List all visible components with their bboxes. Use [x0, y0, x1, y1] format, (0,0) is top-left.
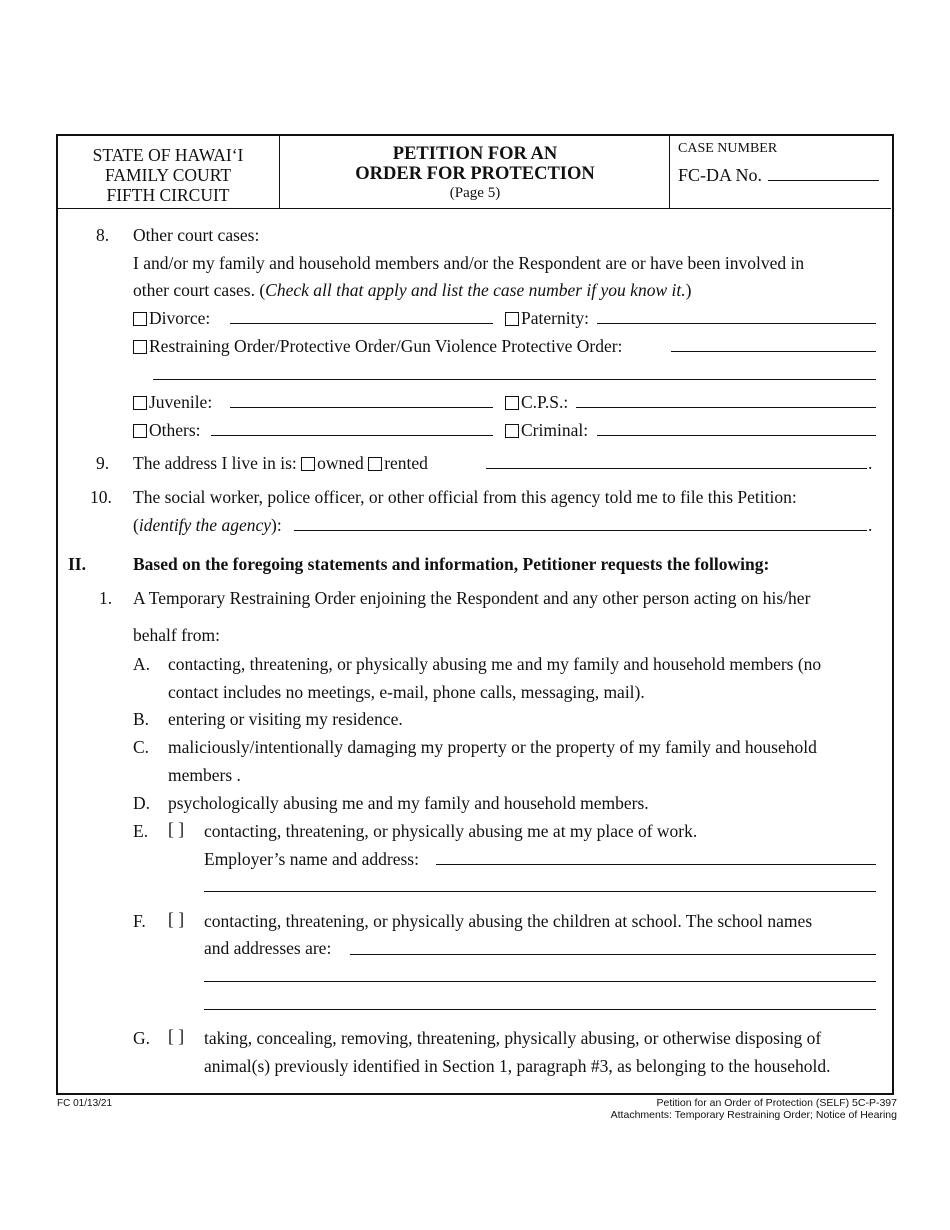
employer-label: Employer’s name and address: — [204, 849, 419, 869]
case-number-label: CASE NUMBER — [678, 141, 778, 156]
restraining-case-field-2[interactable] — [153, 379, 876, 380]
others-case-field[interactable] — [211, 435, 493, 436]
item-B-letter: B. — [133, 709, 150, 729]
agency-field[interactable] — [294, 530, 867, 531]
restraining-case-field[interactable] — [671, 351, 876, 352]
request-1-text-line-2: behalf from: — [133, 625, 220, 645]
item-8-number: 8. — [96, 225, 110, 245]
item-E-letter: E. — [133, 821, 149, 841]
section-2-number: II. — [68, 554, 86, 574]
title-line-1: PETITION FOR AN — [392, 144, 558, 164]
header-col-divider-2 — [669, 135, 670, 209]
criminal-checkbox[interactable] — [505, 424, 519, 438]
juvenile-case-field[interactable] — [230, 407, 493, 408]
cps-option: C.P.S.: — [505, 392, 568, 412]
item-8-title: Other court cases: — [133, 225, 260, 245]
footer-form-title: Petition for an Order of Protection (SELF) 5C-P-397 — [656, 1097, 897, 1109]
item-D-text: psychologically abusing me and my family and household members. — [168, 793, 649, 813]
restraining-checkbox[interactable] — [133, 340, 147, 354]
employer-field-2[interactable] — [204, 891, 876, 892]
paternity-checkbox[interactable] — [505, 312, 519, 326]
item-9-number: 9. — [96, 453, 110, 473]
item-8-text-line-1: I and/or my family and household members and/or the Respondent are or have been involved in — [133, 253, 805, 273]
criminal-option: Criminal: — [505, 420, 588, 440]
item-F-text-2: and addresses are: — [204, 938, 332, 958]
item-G-bracket[interactable]: [ ] — [168, 1026, 185, 1046]
case-number-prefix: FC-DA No. — [678, 165, 763, 185]
item-A-text-2: contact includes no meetings, e-mail, phone calls, messaging, mail). — [168, 682, 645, 702]
school-field-3[interactable] — [204, 1009, 876, 1010]
form-frame — [56, 134, 894, 1095]
restraining-option: Restraining Order/Protective Order/Gun Violence Protective Order: — [133, 336, 622, 356]
request-1-text-line-1: A Temporary Restraining Order enjoining the Respondent and any other person acting on his/her — [133, 588, 811, 608]
divorce-option: Divorce: — [133, 308, 210, 328]
item-A-letter: A. — [133, 654, 151, 674]
cps-case-field[interactable] — [576, 407, 876, 408]
item-E-bracket[interactable]: [ ] — [168, 819, 185, 839]
others-checkbox[interactable] — [133, 424, 147, 438]
item-C-text-1: maliciously/intentionally damaging my property or the property of my family and household — [168, 737, 817, 757]
paternity-case-field[interactable] — [597, 323, 876, 324]
item-G-text-2: animal(s) previously identified in Section 1, paragraph #3, as belonging to the household. — [204, 1056, 831, 1076]
item-10-text: The social worker, police officer, or other official from this agency told me to file this Petition: — [133, 487, 797, 507]
divorce-case-field[interactable] — [230, 323, 493, 324]
juvenile-checkbox[interactable] — [133, 396, 147, 410]
address-field[interactable] — [486, 468, 867, 469]
school-field[interactable] — [350, 954, 876, 955]
header-col-divider-1 — [279, 135, 280, 209]
item-A-text-1: contacting, threatening, or physically abusing me and my family and household members (no — [168, 654, 822, 674]
page-number: (Page 5) — [449, 185, 501, 201]
form-title — [281, 144, 669, 202]
juvenile-option: Juvenile: — [133, 392, 212, 412]
item-10-period: . — [868, 515, 873, 535]
school-field-2[interactable] — [204, 981, 876, 982]
footer-form-code: FC 01/13/21 — [57, 1098, 113, 1109]
section-2-heading: Based on the foregoing statements and information, Petitioner requests the following: — [133, 554, 770, 574]
item-F-text-1: contacting, threatening, or physically abusing the children at school. The school names — [204, 911, 813, 931]
paternity-option: Paternity: — [505, 308, 589, 328]
item-B-text: entering or visiting my residence. — [168, 709, 403, 729]
item-C-letter: C. — [133, 737, 150, 757]
request-1-number: 1. — [99, 588, 113, 608]
employer-field[interactable] — [436, 864, 876, 865]
item-G-letter: G. — [133, 1028, 151, 1048]
item-E-text: contacting, threatening, or physically abusing me at my place of work. — [204, 821, 698, 841]
header-divider — [57, 208, 891, 209]
court-name: STATE OF HAWAI‘I FAMILY COURT FIFTH CIRCUIT — [92, 145, 244, 205]
case-number-field[interactable] — [768, 180, 879, 181]
title-line-2: ORDER FOR PROTECTION — [355, 164, 595, 184]
owned-checkbox[interactable] — [301, 457, 315, 471]
rented-checkbox[interactable] — [368, 457, 382, 471]
others-option: Others: — [133, 420, 201, 440]
item-9-period: . — [868, 453, 873, 473]
divorce-checkbox[interactable] — [133, 312, 147, 326]
item-G-text-1: taking, concealing, removing, threatening, physically abusing, or otherwise disposing of — [204, 1028, 822, 1048]
footer-right — [611, 1097, 897, 1121]
item-D-letter: D. — [133, 793, 151, 813]
item-10-number: 10. — [90, 487, 112, 507]
item-9-text: The address I live in is: owned rented — [133, 453, 428, 473]
cps-checkbox[interactable] — [505, 396, 519, 410]
footer-attachments: Attachments: Temporary Restraining Order; Notice of Hearing — [610, 1109, 897, 1121]
item-F-bracket[interactable]: [ ] — [168, 909, 185, 929]
item-F-letter: F. — [133, 911, 146, 931]
item-10-agency-label: (identify the agency): — [133, 515, 282, 535]
item-8-text-line-2: other court cases. (Check all that apply and list the case number if you know it.) — [133, 280, 692, 300]
item-C-text-2: members . — [168, 765, 241, 785]
criminal-case-field[interactable] — [597, 435, 876, 436]
